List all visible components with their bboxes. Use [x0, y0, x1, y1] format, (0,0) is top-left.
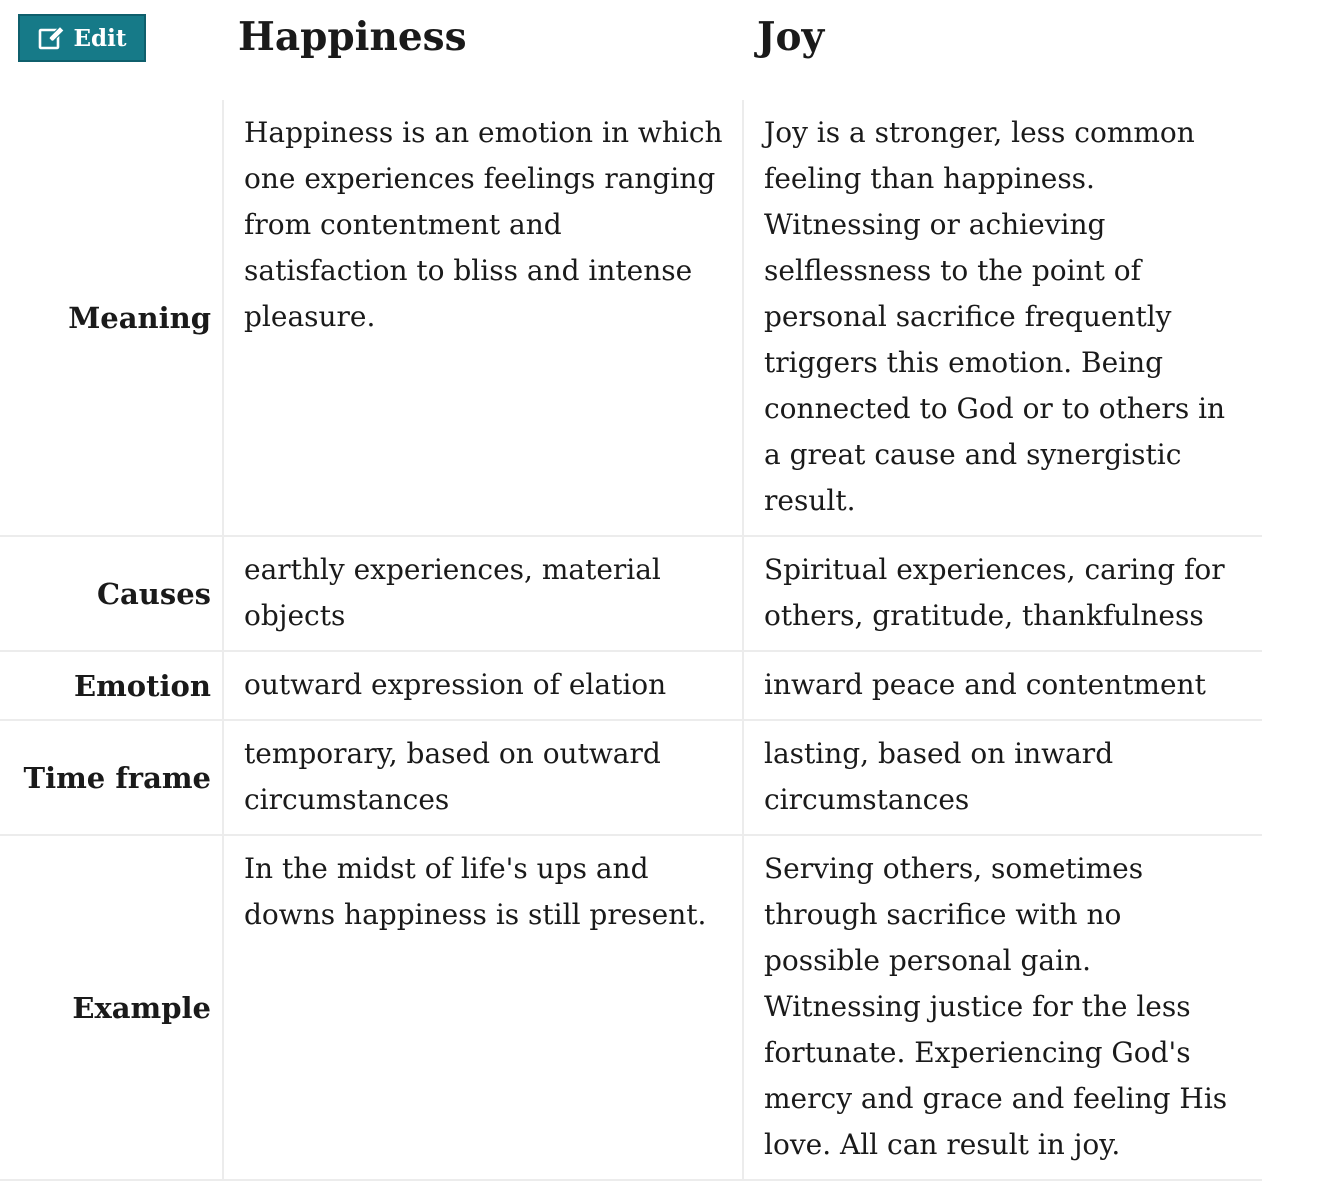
- happiness-cell: In the midst of life's ups and downs happiness is still present.: [223, 835, 743, 1180]
- row-label: Time frame: [0, 720, 223, 835]
- edit-pencil-icon: [38, 25, 66, 51]
- table-row: [0, 100, 1262, 536]
- happiness-cell: outward expression of elation: [223, 651, 743, 720]
- column-header-happiness: Happiness: [238, 14, 467, 60]
- joy-cell: Serving others, sometimes through sacrifice with no possible personal gain. Witnessing justice for the less fortunate. Experiencing God's mercy and grace and feeling His love. All can result in joy.: [743, 835, 1262, 1180]
- table-row: [0, 720, 1262, 835]
- row-label: Emotion: [0, 651, 223, 720]
- joy-cell: lasting, based on inward circumstances: [743, 720, 1262, 835]
- happiness-cell: Happiness is an emotion in which one experiences feelings ranging from contentment and satisfaction to bliss and intense pleasure.: [223, 100, 743, 536]
- joy-cell: Spiritual experiences, caring for others, gratitude, thankfulness: [743, 536, 1262, 651]
- row-label: Causes: [0, 536, 223, 651]
- row-label: Meaning: [0, 100, 223, 536]
- table-row: [0, 651, 1262, 720]
- edit-button[interactable]: [18, 14, 146, 62]
- happiness-cell: earthly experiences, material objects: [223, 536, 743, 651]
- edit-button-label: Edit: [73, 24, 127, 52]
- table-row: [0, 536, 1262, 651]
- column-header-joy: Joy: [757, 14, 825, 60]
- joy-cell: inward peace and contentment: [743, 651, 1262, 720]
- comparison-table: [0, 100, 1262, 1181]
- table-row: [0, 835, 1262, 1180]
- joy-cell: Joy is a stronger, less common feeling than happiness. Witnessing or achieving selflessness to the point of personal sacrifice frequently triggers this emotion. Being connected to God or to others in a great cause and synergistic result.: [743, 100, 1262, 536]
- happiness-cell: temporary, based on outward circumstances: [223, 720, 743, 835]
- row-label: Example: [0, 835, 223, 1180]
